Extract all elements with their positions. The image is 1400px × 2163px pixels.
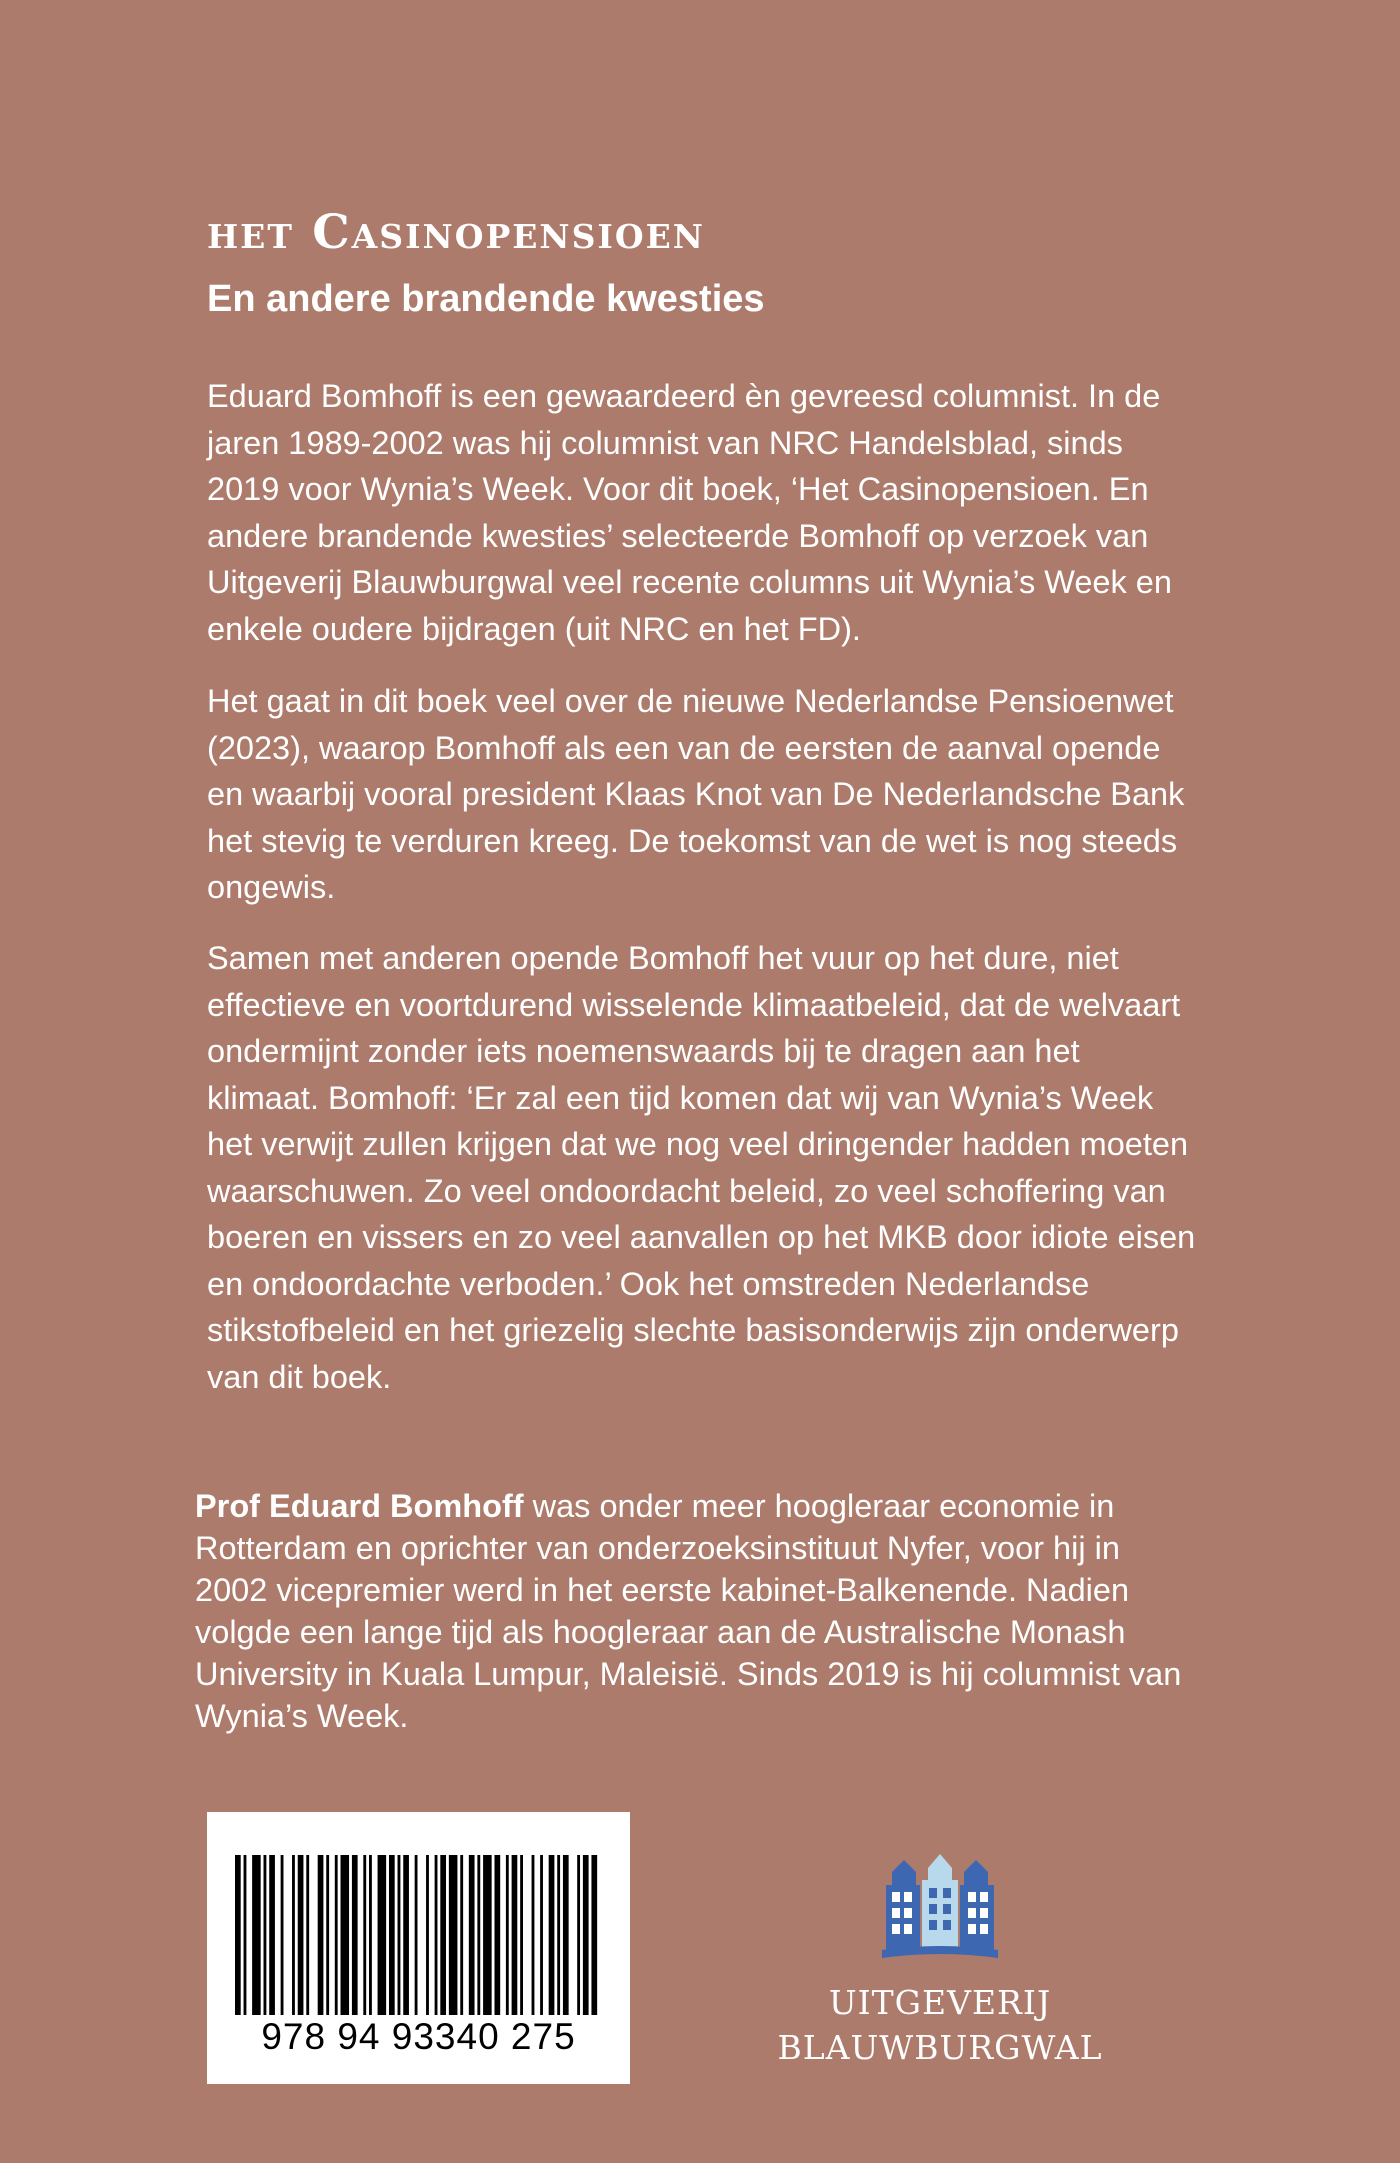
barcode-bar bbox=[306, 1855, 309, 2015]
barcode-bar bbox=[506, 1855, 509, 2015]
publisher-block bbox=[740, 1850, 1140, 2110]
barcode-bar bbox=[563, 1855, 569, 2015]
barcode-bar bbox=[341, 1855, 350, 2015]
barcode-bar bbox=[483, 1855, 492, 2015]
author-bio bbox=[195, 1485, 1185, 1737]
author-name: Prof Eduard Bomhoff bbox=[195, 1488, 524, 1524]
barcode-bar bbox=[269, 1855, 275, 2015]
barcode-bar bbox=[520, 1855, 523, 2015]
barcode-bar bbox=[264, 1855, 267, 2015]
barcode-bar bbox=[557, 1855, 560, 2015]
barcode-bar bbox=[440, 1855, 446, 2015]
barcode-bar bbox=[326, 1855, 329, 2015]
barcode-bar bbox=[435, 1855, 438, 2015]
barcode-bar bbox=[494, 1855, 500, 2015]
isbn-number: 978 94 93340 275 bbox=[261, 2016, 576, 2057]
barcode-bar bbox=[252, 1855, 261, 2015]
book-title: het Casinopensioen bbox=[207, 205, 705, 260]
barcode-bar bbox=[389, 1855, 395, 2015]
blurb-paragraph-3: Samen met anderen opende Bomhoff het vuur op het dure, niet effectieve en voortdurend wisselende klimaatbeleid, dat de welvaart ondermijnt zonder iets noemenswaards bij te dragen aan het klimaat. Bomhoff: ‘Er zal een tijd komen dat wij van Wynia’s Week het verwijt zullen krijgen dat we nog veel dringender hadden moeten waarschuwen. Zo veel ondoordacht beleid, zo veel schoffering van boeren en vissers en zo veel aanvallen op het MKB door idiote eisen en ondoordachte verboden.’ Ook het omstreden Nederlandse stikstofbeleid en het griezelig slechte basisonderwijs zijn onderwerp van dit boek. bbox=[207, 940, 1196, 1395]
barcode-bar bbox=[540, 1855, 543, 2015]
barcode-bar bbox=[477, 1855, 480, 2015]
barcode-bar bbox=[292, 1855, 295, 2015]
publisher-name-line-2: BLAUWBURGWAL bbox=[777, 2028, 1103, 2067]
author-bio-text: was onder meer hoogleraar economie in Rotterdam en oprichter van onderzoeksinstituut Nyfer, voor hij in 2002 vicepremier werd in het eerste kabinet-Balkenende. Nadien volgde een lange tijd als hoogleraar aan de Australische Monash University in Kuala Lumpur, Maleisië. Sinds 2019 is hij columnist van Wynia’s Week. bbox=[195, 1488, 1182, 1734]
barcode-bar bbox=[398, 1855, 401, 2015]
barcode-bar bbox=[378, 1855, 387, 2015]
barcode-bar bbox=[369, 1855, 372, 2015]
barcode-bar bbox=[469, 1855, 475, 2015]
barcode-bar bbox=[298, 1855, 304, 2015]
barcode-bar bbox=[532, 1855, 535, 2015]
barcode-bar bbox=[363, 1855, 366, 2015]
book-subtitle: En andere brandende kwesties bbox=[207, 278, 765, 320]
canal-houses-icon bbox=[880, 1850, 1000, 1960]
barcode-bar bbox=[449, 1855, 458, 2015]
barcode-bar bbox=[281, 1855, 284, 2015]
barcode-bar bbox=[591, 1855, 597, 2015]
barcode-bar bbox=[426, 1855, 429, 2015]
barcode-bar bbox=[403, 1855, 409, 2015]
barcode-bar bbox=[235, 1855, 241, 2015]
barcode-bar bbox=[583, 1855, 589, 2015]
barcode-bar bbox=[577, 1855, 580, 2015]
barcode-bar bbox=[415, 1855, 418, 2015]
barcode-bar bbox=[460, 1855, 463, 2015]
barcode-bars bbox=[235, 1855, 600, 2015]
blurb-paragraph-1: Eduard Bomhoff is een gewaardeerd èn gevreesd columnist. In de jaren 1989-2002 was hij columnist van NRC Handelsblad, sinds 2019 voor Wynia’s Week. Voor dit boek, ‘Het Casinopensioen. En andere brandende kwesties’ selecteerde Bomhoff op verzoek van Uitgeverij Blauwburgwal veel recente columns uit Wynia’s Week en enkele oudere bijdragen (uit NRC en het FD). bbox=[207, 378, 1172, 647]
barcode-bar bbox=[512, 1855, 518, 2015]
barcode-bar bbox=[549, 1855, 555, 2015]
barcode-bar bbox=[335, 1855, 338, 2015]
barcode-bar bbox=[318, 1855, 324, 2015]
barcode-bar bbox=[352, 1855, 358, 2015]
isbn-barcode bbox=[207, 1812, 630, 2084]
blurb-paragraph-2: Het gaat in dit boek veel over de nieuwe Nederlandse Pensioenwet (2023), waarop Bomhoff als een van de eersten de aanval opende en waarbij vooral president Klaas Knot van De Nederlandsche Bank het stevig te verduren kreeg. De toekomst van de wet is nog steeds ongewis. bbox=[207, 683, 1185, 905]
barcode-bar bbox=[244, 1855, 247, 2015]
publisher-name-line-1: UITGEVERIJ bbox=[828, 1983, 1052, 2022]
